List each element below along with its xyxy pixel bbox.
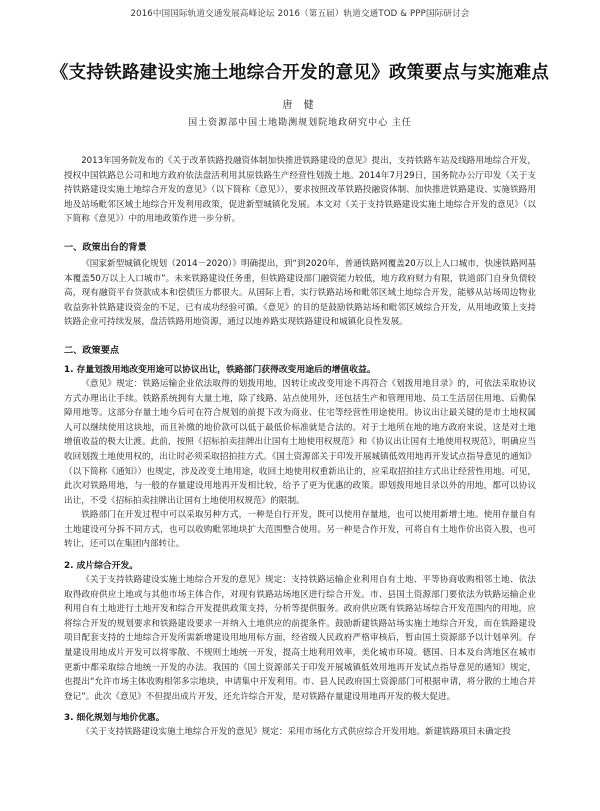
subsection-heading: 2. 成片综合开发。: [64, 561, 139, 572]
section-heading: 二、政策要点: [64, 344, 120, 356]
paragraph: 《意见》规定：铁路运输企业依法取得的划拨用地，因转让或改变用途不再符合《划拨用地目录》的，可依法采取协议方式办理出让手续。铁路系统拥有大量土地，除了线路、站点使用外，还包括生产和管理用地、员工生活居住用地、后勤保障用地等。这部分存量土地今后可在符合规划的前提下改为商业、住宅等经营性用途使用。协议出让最关键的是市土地权属人可以继续使用这块地，而且补缴的地价款可以低于最低价标准就是合法的。对于土地所在地的地方政府来说，这是对土地增值收益的极大让渡。此前，按照《招标拍卖挂牌出让国有土地使用权规范》和《协议出让国有土地使用权规范》，明确应当收回划拨土地使用权的，出让时必须采取招拍挂方式。《国土资源部关于印发开展城镇低效用地再开发试点指导意见的通知》（以下简称《通知》）也规定，涉及改变土地用途，收回土地使用权重新出让的，应采取招拍挂方式出让经营性用地。可见，此次对铁路用地，与一般的存量建设用地再开发相比较，给予了更为优惠的政策。即划拨用地目录以外的用地，都可以协议出让，不受《招标拍卖挂牌出让国有土地使用权规范》的限制。: [64, 378, 536, 506]
section-heading: 一、政策出台的背景: [64, 241, 147, 253]
author-affiliation: 国土资源部中国土地勘测规划院地政研究中心 主任: [188, 118, 412, 128]
running-header: 2016中国国际轨道交通发展高峰论坛 2016（第五届）轨道交通TOD & PPP国际研讨会: [130, 9, 470, 19]
author-name: 唐 健: [282, 100, 318, 111]
paragraph: 铁路部门在开发过程中可以采取另种方式，一种是自行开发，既可以使用存量地，也可以使用新增土地。使用存量自有土地建设可分拆不同方式，也可以收购毗邻地块扩大范围整合使用。另一种是合作开发，可将自有土地作价出资入股，也可转让，还可以在集团内部转让。: [64, 510, 536, 550]
subsection-heading: 3. 细化规划与地价优惠。: [64, 713, 165, 724]
intro-block: [64, 154, 536, 227]
paragraph: 《国家新型城镇化规划（2014－2020）》明确提出，到“到2020年，普通铁路网覆盖20万以上人口城市，快速铁路网基本覆盖50万以上人口城市”。未来铁路建设任务重，但铁路建设部门融资能力较低，地方政府财力有限，铁道部门自身负债较高，现有融资平台贷款成本和偿债压力都很大。从国际上看，实行铁路站场和毗邻区域土地综合开发，能够从站场周边物业收益弥补铁路建设资金的不足，已有成功经验可循。《意见》的目的是鼓励铁路站场和毗邻区域综合开发，从用地政策上支持铁路企业可持续发展，盘活铁路用地资源，通过以地养路实现铁路建设和城镇化良性发展。: [64, 258, 537, 328]
subsection-heading: 1. 存量划拨用地改变用途可以协议出让，铁路部门获得改变用途后的增值收益。: [64, 364, 376, 375]
paragraph: 《关于支持铁路建设实施土地综合开发的意见》规定：支持铁路运输企业利用自有土地、平等协商收购相邻土地、依法取得政府供应土地或与其他市场主体合作，对现有铁路站场地区进行综合开发。市、县国土资源部门要依法为铁路运输企业利用自有土地进行土地开发和综合开发提供政策支持，分析等提供服务。政府供应既有铁路站场综合开发范围内的用地，应将综合开发的规划要求和铁路建设要求一并纳入土地供应的前提条件。鼓励新建铁路站场实施土地综合开发，而在铁路建设项目配套支持的土地综合开发所需新增建设用地用标方面，经省级人民政府严格审核后，暂由国土资源部予以计划单列。存量建设用地成片开发可以将零散、不规则土地统一开发，提高土地利用效率，美化城市环境。德国、日本及台湾地区在城市更新中都采取综合地统一开发的办法。我国的《国土资源部关于印发开展城镇低效用地再开发试点指导意见的通知》规定，也提出“允许市场主体收购相邻多宗地块，申请集中开发利用。市、县人民政府国土资源部门可根据申请，将分散的土地合并登记”。此次《意见》不但提出成片开发，还允许综合开发，是对铁路存量建设用地再开发的极大促进。: [64, 575, 536, 702]
article-title: 《支持铁路建设实施土地综合开发的意见》政策要点与实施难点: [50, 63, 550, 83]
paragraph: 《关于支持铁路建设实施土地综合开发的意见》规定：采用市场化方式供应综合开发用地。新建铁路项目未确定投: [81, 727, 511, 738]
intro-paragraph: 2013年国务院发布的《关于改革铁路投融资体制加快推进铁路建设的意见》提出，支持铁路车站及线路用地综合开发，授权中国铁路总公司和地方政府依法盘活利用其原铁路生产经营性划拨土地。2014年7月29日，国务院办公厅印发《关于支持铁路建设实施土地综合开发的意见》（以下简称《意见》），要求按照改革铁路投融资体制、加快推进铁路建设、实施铁路用地及站场毗邻区域土地综合开发利用政策，促进新型城镇化发展。本文对《关于支持铁路建设实施土地综合开发的意见》（以下简称《意见》）中的用地政策作进一步分析。: [64, 156, 536, 225]
